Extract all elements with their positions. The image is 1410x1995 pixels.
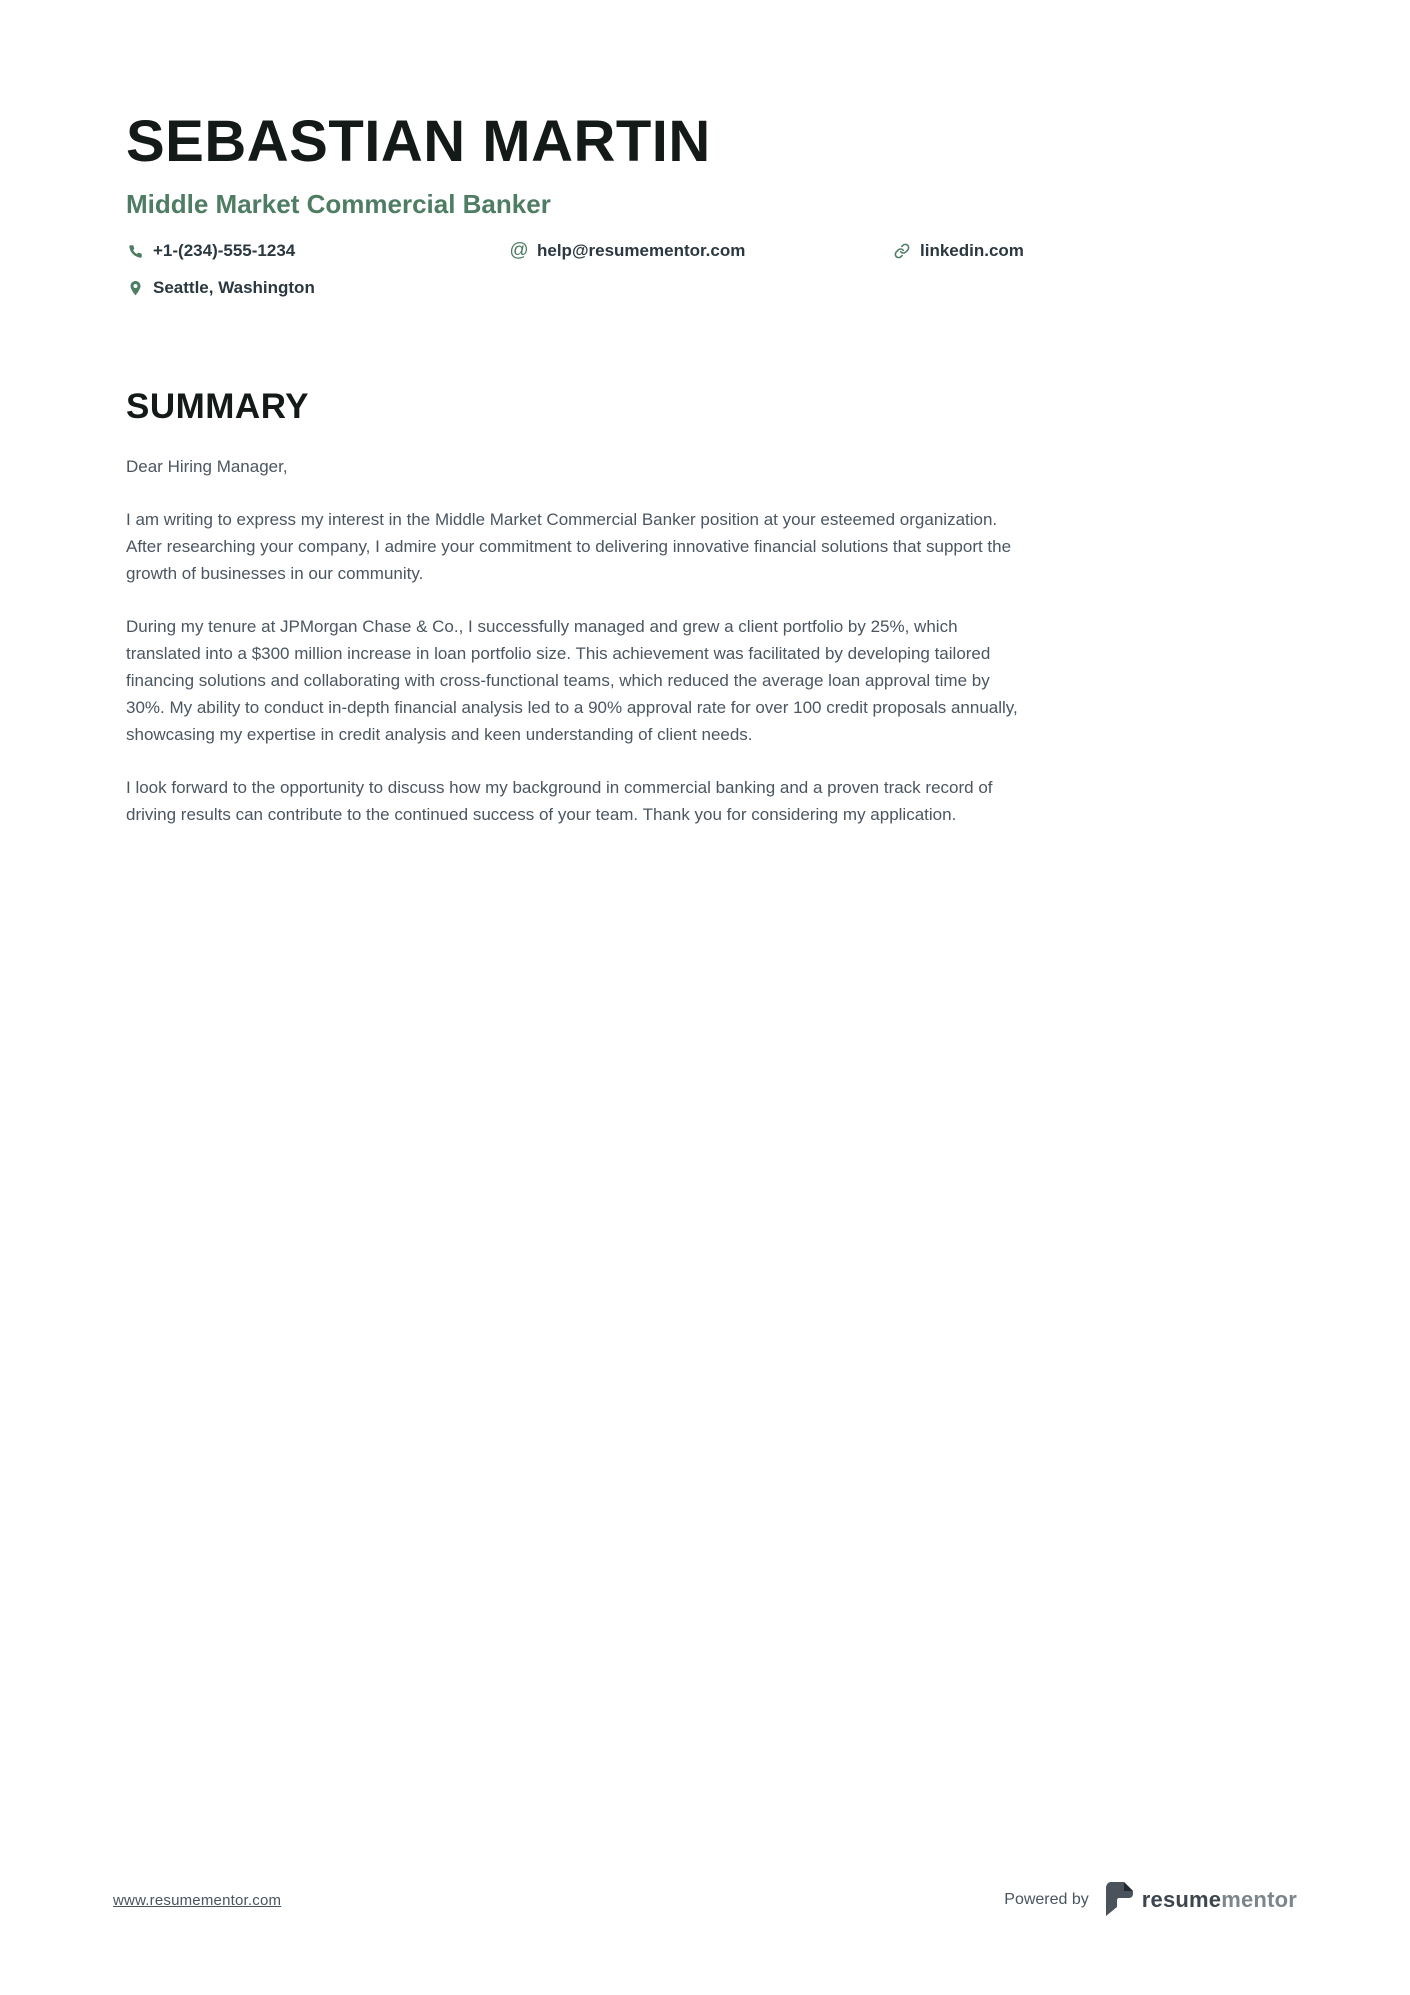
footer-website-link[interactable]: www.resumementor.com <box>113 1891 282 1909</box>
contact-linkedin[interactable] <box>893 238 1024 264</box>
brand-name-bold: resume <box>1141 1887 1222 1912</box>
contact-phone-text: +1-(234)-555-1234 <box>153 241 296 260</box>
at-icon: @ <box>509 240 529 261</box>
brand-name <box>1142 1887 1297 1913</box>
cover-letter-page <box>126 109 1024 828</box>
brand-name-light: mentor <box>1221 1887 1297 1912</box>
summary-paragraph-1: I am writing to express my interest in the Middle Market Commercial Banker position at your esteemed organization. After researching your company, I admire your commitment to delivering innovative financial solutions that support the growth of businesses in our community. <box>126 510 1012 583</box>
contact-email[interactable] <box>510 238 893 264</box>
contact-linkedin-text: linkedin.com <box>920 241 1024 260</box>
summary-section-heading: SUMMARY <box>126 387 310 426</box>
contact-phone[interactable] <box>126 238 510 264</box>
phone-icon <box>126 244 144 259</box>
contact-location-text: Seattle, Washington <box>153 278 315 297</box>
contact-info <box>126 238 1024 301</box>
person-name: SEBASTIAN MARTIN <box>126 109 711 174</box>
map-pin-icon <box>126 280 144 297</box>
resumementor-logo-link[interactable] <box>1105 1882 1297 1918</box>
contact-email-text: help@resumementor.com <box>537 241 746 260</box>
job-title: Middle Market Commercial Banker <box>126 189 551 219</box>
contact-location <box>126 275 510 301</box>
powered-by-label: Powered by <box>1004 1891 1089 1908</box>
page-footer <box>113 1882 1297 1918</box>
link-icon <box>893 243 911 259</box>
summary-paragraph-2: During my tenure at JPMorgan Chase & Co., I successfully managed and grew a client portfolio by 25%, which translated into a $300 million increase in loan portfolio size. This achievement was facilitated by developing tailored financing solutions and collaborating with cross-functional teams, which reduced the average loan approval time by 30%. My ability to conduct in-depth financial analysis led to a 90% approval rate for over 100 credit proposals annually, showcasing my expertise in credit analysis and keen understanding of client needs. <box>126 617 1018 744</box>
resumementor-logo-icon <box>1105 1882 1135 1918</box>
powered-by <box>1004 1882 1297 1918</box>
salutation: Dear Hiring Manager, <box>126 457 288 476</box>
summary-paragraph-3: I look forward to the opportunity to discuss how my background in commercial banking and a proven track record of driving results can contribute to the continued success of your team. Thank you for considering my application. <box>126 778 993 824</box>
